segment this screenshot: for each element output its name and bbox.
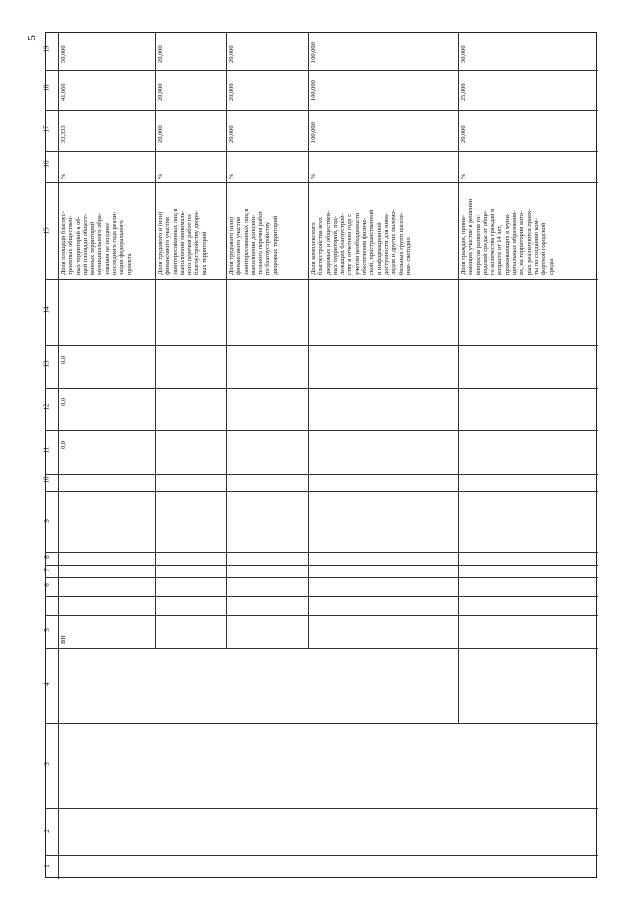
row5-unit: % [460, 173, 467, 179]
col-sep [46, 565, 598, 566]
header-sep [58, 33, 59, 879]
row1-indicator: Доля площади благоус- троенных обществен- ных территорий к об- щей площади общест- венных территорий муниципального обра- зования не позднее последнего года реали- зации федерального проекта [60, 211, 133, 275]
col-sep [46, 474, 598, 475]
row1-c11: 0,0 [60, 441, 67, 449]
row-sep [458, 33, 459, 723]
col-sep [46, 182, 598, 183]
col-header-3: 3 [42, 762, 51, 766]
col-sep [46, 388, 598, 389]
row3-v19: 20,000 [228, 45, 235, 63]
col-header-4: 4 [42, 682, 51, 686]
row5-v19: 30,000 [460, 45, 467, 63]
row1-c12: 0,0 [60, 398, 67, 406]
col-sep [46, 577, 598, 578]
col-sep [46, 70, 598, 71]
row5-indicator: Доля граждан, прини- мающих участие в решении вопросов развития го- родской среды от обще- го количества граждан в возрасте от 14 лет, проживающих в муни- ципальных образовани- ях, на территории кото- рых реализуются проек- ты по созданию ком- фортной городской среды [460, 198, 555, 275]
col-sep [46, 110, 598, 111]
col-header-14: 14 [42, 306, 51, 314]
col-header-5: 5 [42, 628, 51, 632]
col-sep [46, 648, 598, 649]
col-header-9: 9 [42, 519, 51, 523]
col-header-7: 7 [42, 568, 51, 572]
row3-indicator: Доля трудового (или) финансового участия заинтересованных лиц в выполнении дополни- тельного перечня работ по благоустройству дворовых территорий [228, 208, 279, 275]
col-header-17: 17 [42, 125, 51, 133]
row1-unit: % [60, 173, 67, 179]
row3-v18: 20,000 [228, 83, 235, 101]
row4-indicator: Доля комплексного благоустройства всех дворовых и обществен- ных территорий, под- лежащих благоустрой- ству в отчетном году с учетом необходимости обеспечения физиче- ской, пространственной и информационной доступности для инва- лидов и других маломо- бильных групп населе- ния- светодио [310, 209, 412, 275]
row4-unit: % [310, 173, 317, 179]
row-sep [226, 33, 227, 648]
col-sep [46, 491, 598, 492]
row5-v17: 20,000 [460, 125, 467, 143]
row1-c13: 0,0 [60, 356, 67, 364]
col-sep [46, 430, 598, 431]
page-number: 5 [25, 35, 38, 41]
row4-v19: 100,000 [310, 42, 317, 63]
col-header-19: 19 [42, 45, 51, 53]
col-header-13: 13 [42, 360, 51, 368]
col-header-12: 12 [42, 403, 51, 411]
col-header-18: 18 [42, 84, 51, 92]
col-sep [46, 615, 598, 616]
col-sep [46, 279, 598, 280]
col-sep [46, 723, 598, 724]
rotated-table [42, 32, 597, 878]
row1-v17: 33,333 [60, 125, 67, 143]
col-header-10: 10 [42, 476, 51, 484]
col-sep [46, 855, 598, 856]
row3-unit: % [228, 173, 235, 179]
row5-v18: 25,000 [460, 83, 467, 101]
col-sep [46, 808, 598, 809]
row2-v18: 20,000 [157, 83, 164, 101]
col-header-16: 16 [42, 160, 51, 168]
col-header-8: 8 [42, 555, 51, 559]
row2-v17: 20,000 [157, 125, 164, 143]
col-header-11: 11 [42, 446, 51, 454]
row2-v19: 20,000 [157, 45, 164, 63]
col-sep [46, 596, 598, 597]
row3-v17: 20,000 [228, 125, 235, 143]
col-sep [46, 552, 598, 553]
col-header-15: 15 [42, 227, 51, 235]
row2-unit: % [157, 173, 164, 179]
row1-c5: ВН [60, 635, 67, 644]
row1-v19: 50,000 [60, 45, 67, 63]
col-header-6: 6 [42, 583, 51, 587]
col-sep [46, 151, 598, 152]
col-header-1: 1 [42, 864, 51, 868]
row4-v17: 100,000 [310, 122, 317, 143]
row2-indicator: Доля трудового и (или) финансового участия заинтересованных лиц в выполнении минималь- ного перечня работ по благоустройству дворо- вых территорий [157, 208, 208, 275]
row4-v18: 100,000 [310, 80, 317, 101]
row-sep [308, 33, 309, 648]
row-sep [155, 33, 156, 648]
col-header-2: 2 [42, 829, 51, 833]
row1-v18: 41,666 [60, 83, 67, 101]
col-sep [46, 345, 598, 346]
